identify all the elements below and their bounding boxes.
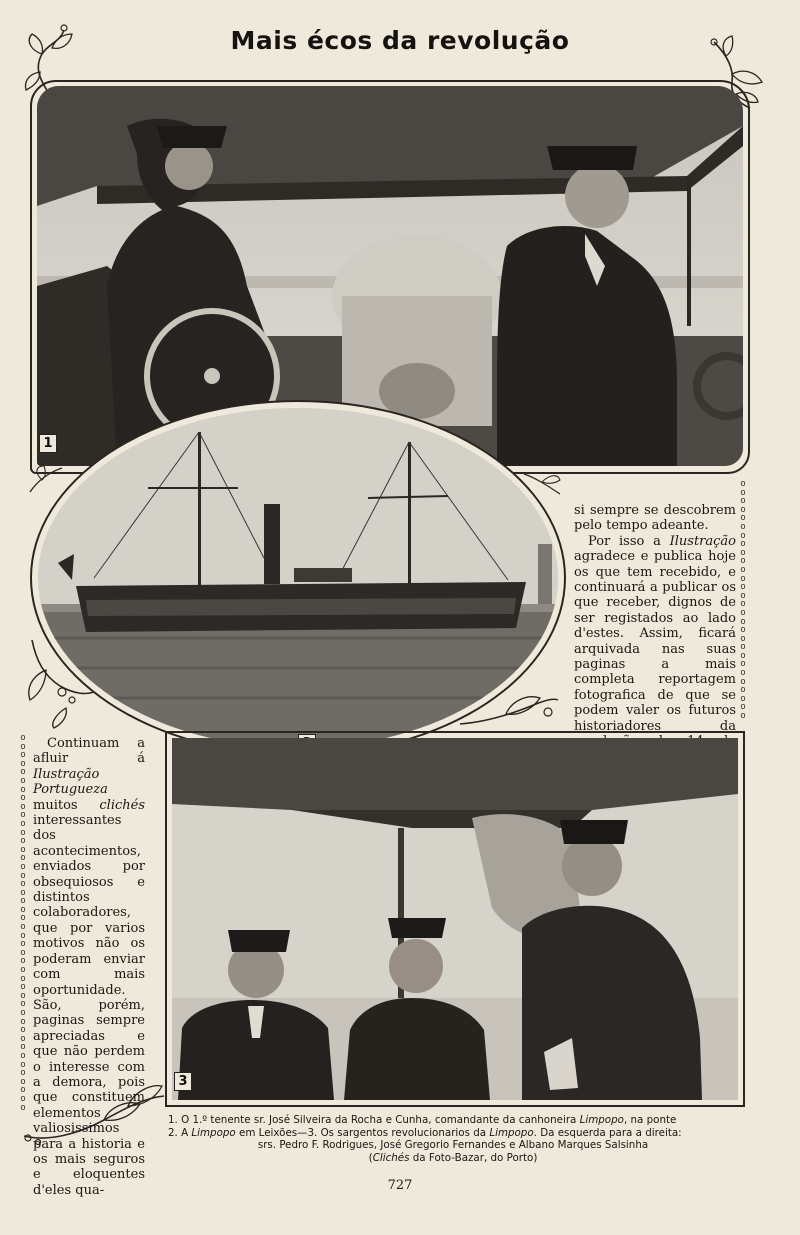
caption-line-4: (Clichés da Foto-Bazar, do Porto) (368, 1151, 538, 1164)
caption-line-2: 2. A Limpopo em Leixões—3. Os sargentos revolucionarios da Limpopo. Da esquerda para a direita: (168, 1126, 682, 1139)
photo-1-number: 1 (39, 434, 57, 453)
photo-1-bridge (37, 86, 743, 466)
photo-3-sergeants (172, 738, 738, 1100)
page-number: 727 (387, 1178, 413, 1193)
article-paragraph-1: si sempre se descobrem pelo tempo adeante. (574, 503, 736, 534)
photo-2-ship (38, 408, 558, 748)
page-title: Mais écos da revolução (230, 26, 570, 55)
article-paragraph-2: Por isso a Ilustração agradece e publica hoje os que tem recebido, e continuará a publicar os que receber, dignos de ser registados ao lado d'estes. Assim, ficará arquivada nas suas paginas a mais completa reportagem fotografica de que se podem valer os futuros historiadores da (574, 533, 736, 734)
photo-3-number: 3 (174, 1072, 192, 1091)
photo-2-oval-frame (30, 400, 566, 756)
dotted-border-right: o o o o o o o o o o o o o o o o o o o o o o o o o o o o (740, 480, 746, 722)
article-text-left (33, 736, 145, 1198)
caption-line-1: 1. O 1.º tenente sr. José Silveira da Rocha e Cunha, comandante da canhoneira Limpopo, na ponte (168, 1114, 677, 1126)
article-text-right (574, 503, 736, 765)
photo-caption (168, 1114, 738, 1164)
dotted-border-left: o o o o o o o o o o o o o o o o o o o o o o o o o o o o o o o o o o o o o o o o o o o o (20, 734, 26, 1113)
caption-line-3: srs. Pedro F. Rodrigues, José Gregorio Fernandes e Albano Marques Salsinha (257, 1139, 649, 1152)
article-paragraph-left: Continuam a afluir á Ilustração Portugueza muitos clichés interessantes dos acontecimentos, enviados por obsequiosos e distintos colaboradores, que por varios motivos não os poderam enviar com mais oportunidade. São, porém, paginas sempre apreciadas e que não perdem o interesse com a demora, pois que constituem elementos valiosissimos para a historia e os mais seguros e eloquentes d'eles qua- (33, 736, 145, 1198)
